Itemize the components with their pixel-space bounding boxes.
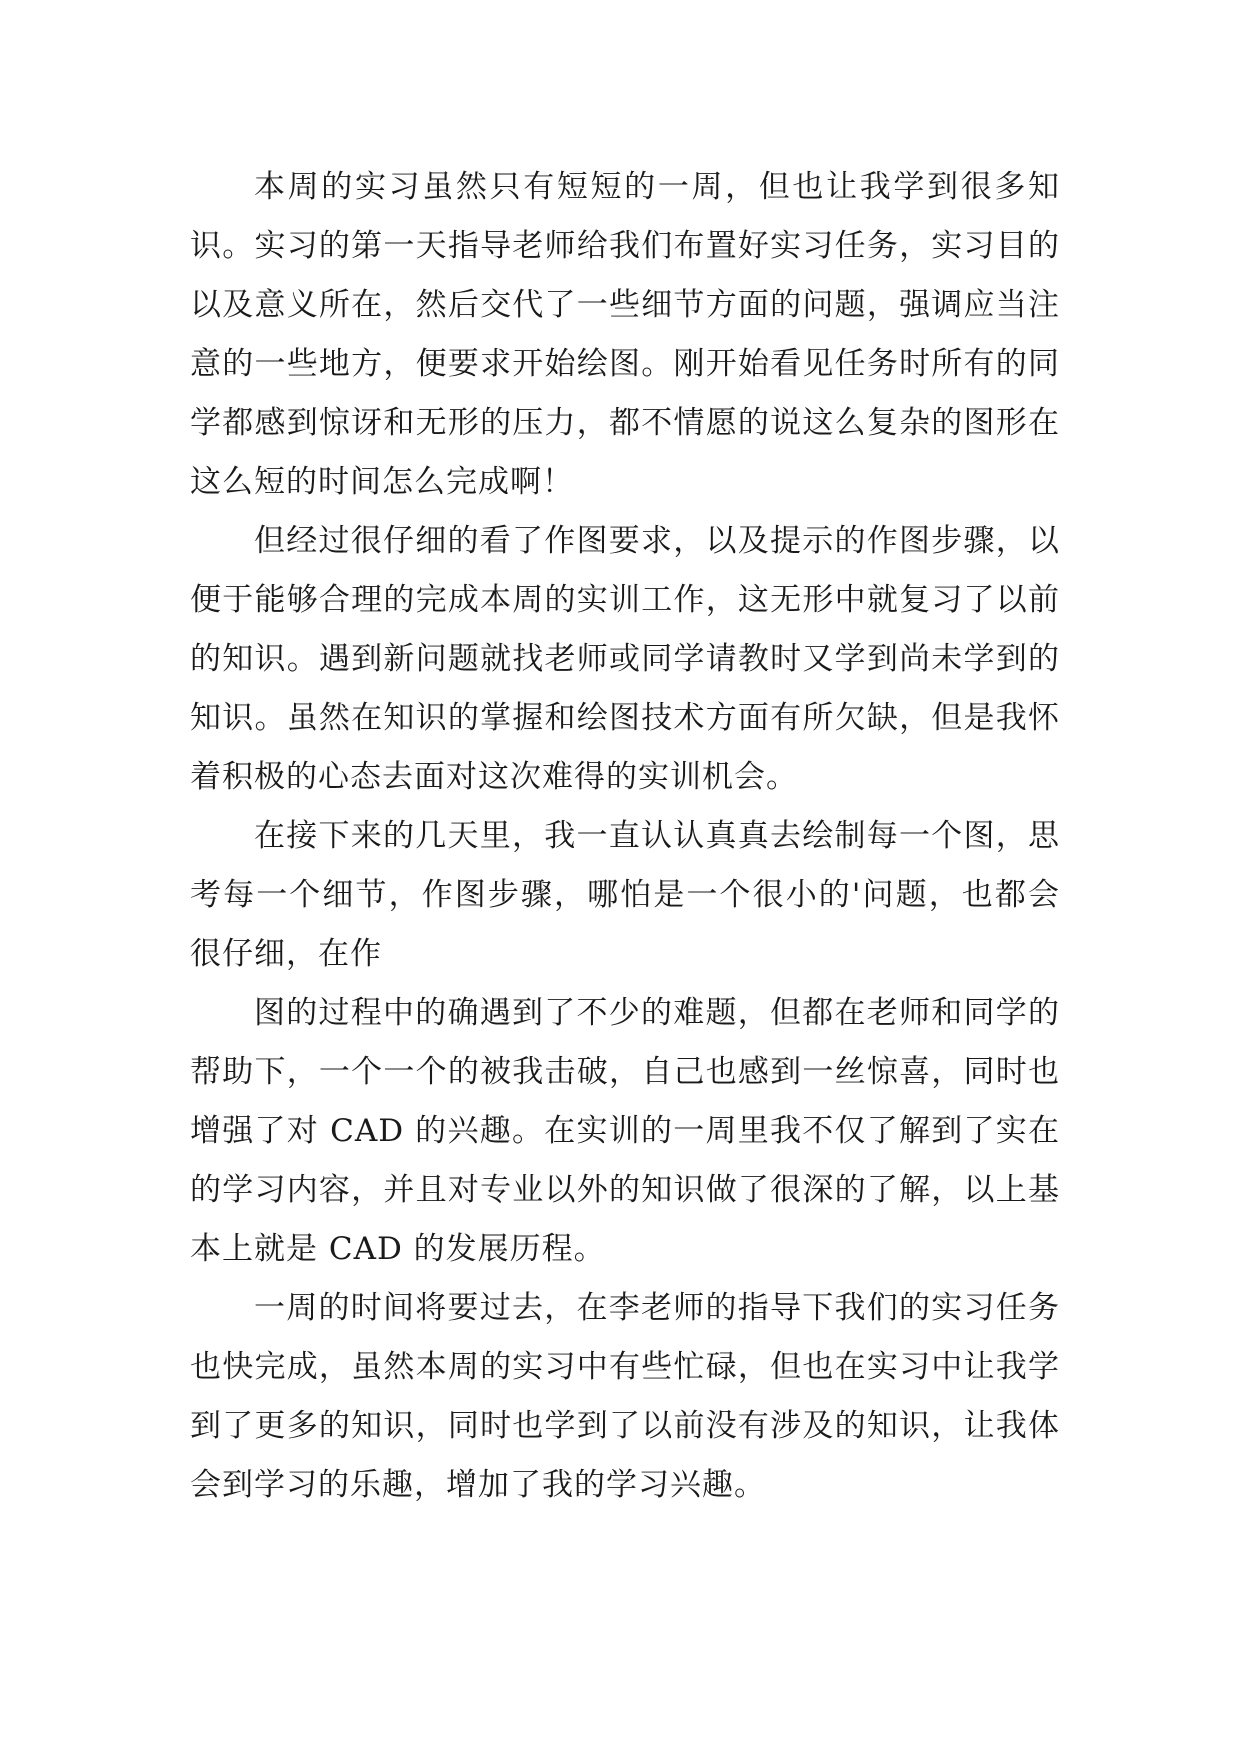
paragraph-1: 本周的实习虽然只有短短的一周，但也让我学到很多知识。实习的第一天指导老师给我们布置好实习任务，实习目的以及意义所在，然后交代了一些细节方面的问题，强调应当注意的一些地方，便要求开始绘图。刚开始看见任务时所有的同学都感到惊讶和无形的压力，都不情愿的说这么复杂的图形在这么短的时间怎么完成啊！: [190, 169, 1060, 500]
paragraph-2: 但经过很仔细的看了作图要求，以及提示的作图步骤，以便于能够合理的完成本周的实训工作，这无形中就复习了以前的知识。遇到新问题就找老师或同学请教时又学到尚未学到的知识。虽然在知识的掌握和绘图技术方面有所欠缺，但是我怀着积极的心态去面对这次难得的实训机会。: [190, 523, 1060, 795]
paragraph-5: 一周的时间将要过去，在李老师的指导下我们的实习任务也快完成，虽然本周的实习中有些忙碌，但也在实习中让我学到了更多的知识，同时也学到了以前没有涉及的知识，让我体会到学习的乐趣，增加了我的学习兴趣。: [190, 1290, 1060, 1503]
paragraph-4: 图的过程中的确遇到了不少的难题，但都在老师和同学的帮助下，一个一个的被我击破，自己也感到一丝惊喜，同时也增强了对 CAD 的兴趣。在实训的一周里我不仅了解到了实在的学习内容，并且对专业以外的知识做了很深的了解，以上基本上就是 CAD 的发展历程。: [190, 995, 1060, 1267]
document-body: [190, 158, 1060, 1515]
paragraph-3: 在接下来的几天里，我一直认认真真去绘制每一个图，思考每一个细节，作图步骤，哪怕是一个很小的'问题，也都会很仔细，在作: [190, 818, 1060, 972]
